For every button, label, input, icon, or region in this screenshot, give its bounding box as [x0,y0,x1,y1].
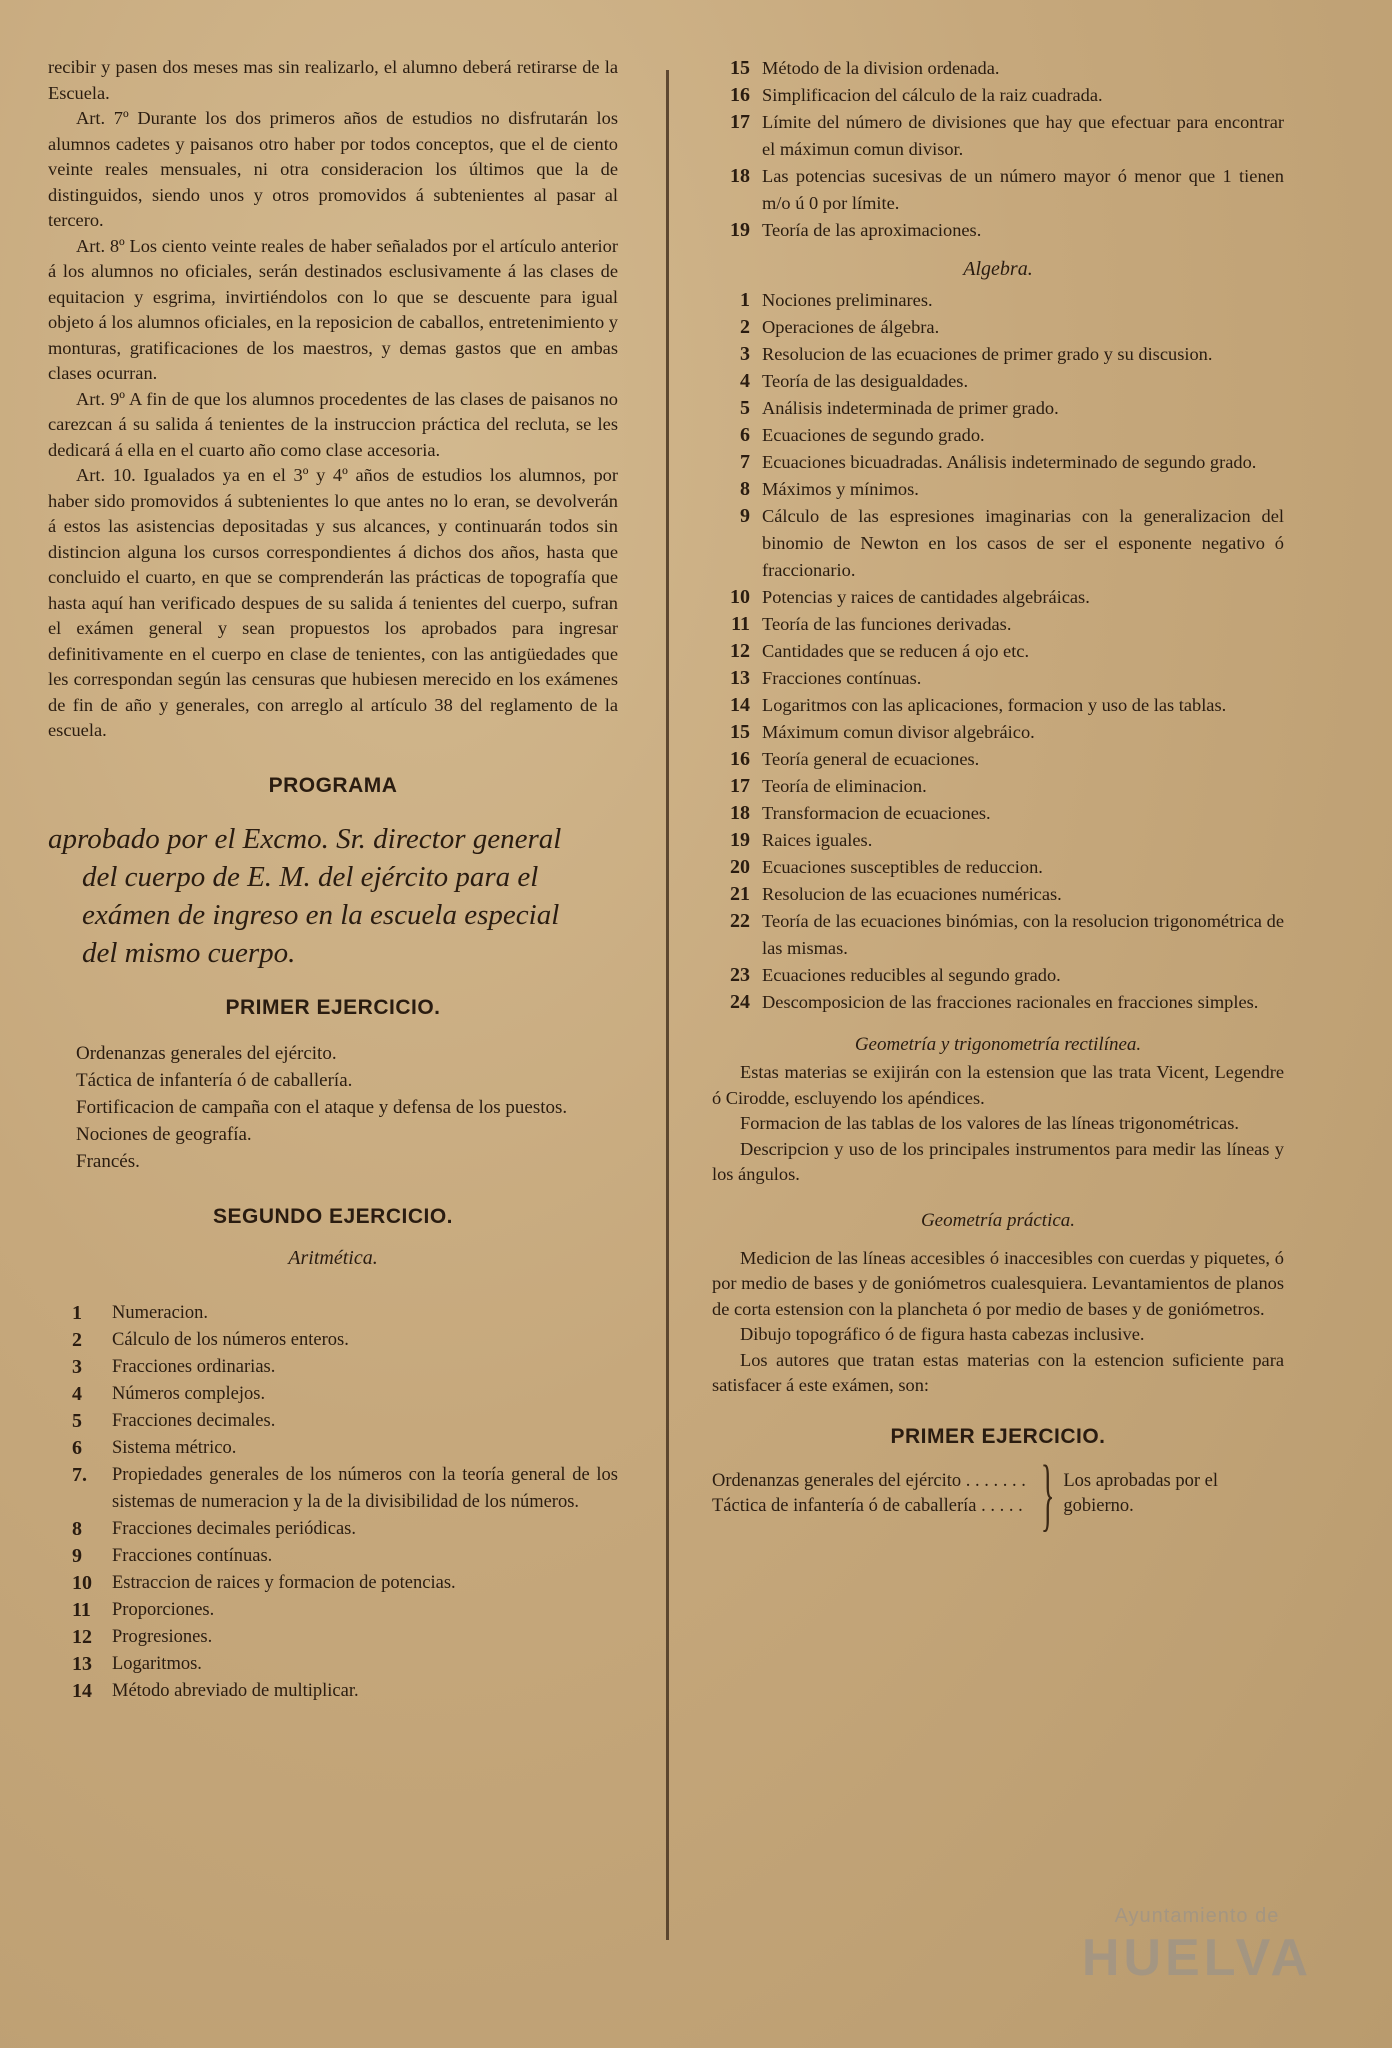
paragraph: Medicion de las líneas accesibles ó inaccesibles con cuerdas y piquetes, ó por medio de bases y de goniómetros cualesquiera. Levantamientos de planos de corta estension con la plancheta ó por medio de bases y de goniómetros. [712,1247,1284,1319]
list-item [712,854,1284,881]
item-text: Método abreviado de multiplicar. [112,1680,359,1701]
list-item [712,584,1284,611]
item-number: 19 [730,219,750,241]
item-text: Resolucion de las ecuaciones de primer grado y su discusion. [762,344,1213,364]
item-text: Las potencias sucesivas de un número mayor ó menor que 1 tienen m/o ú 0 por límite. [762,166,1284,213]
item-text: Teoría de las funciones derivadas. [762,614,1012,634]
subtitle-line: del mismo cuerpo. [82,936,296,969]
list-item [712,109,1284,163]
item-text: Cálculo de las espresiones imaginarias con la generalizacion del binomio de Newton en los casos de ser el esponente negativo ó fraccionario. [762,506,1284,580]
item-number: 3 [740,343,750,365]
item-text: Sistema métrico. [112,1437,237,1458]
list-item [712,163,1284,217]
item-number: 9 [740,505,750,527]
item-number: 2 [72,1328,82,1351]
item-text: Fracciones decimales periódicas. [112,1518,356,1539]
item-number: 7 [740,451,750,473]
paragraph: Formacion de las tablas de los valores de las líneas trigonométricas. [740,1113,1239,1133]
item-number: 11 [72,1598,91,1621]
item-number: 1 [740,289,750,311]
item-text: Análisis indeterminada de primer grado. [762,398,1059,418]
list-item [712,422,1284,449]
list-item [712,503,1284,584]
subtitle-line: exámen de ingreso en la escuela especial [82,898,560,931]
subject-item: Fortificacion de campaña con el ataque y defensa de los puestos. [76,1096,568,1118]
item-text: Logaritmos. [112,1653,202,1674]
watermark [1082,1905,1312,1988]
item-text: Números complejos. [112,1383,266,1404]
item-text: Ecuaciones susceptibles de reduccion. [762,857,1043,877]
list-item [72,1678,618,1705]
item-number: 5 [72,1409,82,1432]
item-text: Ecuaciones bicuadradas. Análisis indeterminado de segundo grado. [762,452,1257,472]
item-number: 7. [72,1463,87,1486]
item-number: 4 [72,1382,82,1405]
aritmetica-list [72,1300,618,1705]
list-item [712,746,1284,773]
item-number: 4 [740,370,750,392]
list-item [712,692,1284,719]
item-text: Máximos y mínimos. [762,479,919,499]
item-text: Límite del número de divisiones que hay que efectuar para encontrar el máximun comun divisor. [762,112,1284,159]
item-number: 14 [72,1679,92,1702]
item-number: 12 [730,640,750,662]
item-text: Ecuaciones reducibles al segundo grado. [762,965,1061,985]
item-text: Resolucion de las ecuaciones numéricas. [762,884,1062,904]
item-text: Descomposicion de las fracciones racionales en fracciones simples. [762,992,1259,1012]
item-text: Fracciones contínuas. [762,668,922,688]
item-text: Progresiones. [112,1626,213,1647]
article-7: Art. 7º Durante los dos primeros años de estudios no disfrutarán los alumnos cadetes y paisanos otro haber por todos conceptos, que el de ciento veinte reales mensuales, ni otra consideracion los últimos que la de distinguidos, siendo unos y otros promovidos á subtenientes al pasar al tercero. [48,108,618,230]
item-number: 18 [730,165,750,187]
item-number: 11 [731,613,750,635]
algebra-heading: Algebra. [963,258,1033,280]
subject-item: Ordenanzas generales del ejército. [76,1042,337,1064]
article-8: Art. 8º Los ciento veinte reales de haber señalados por el artículo anterior á los alumnos no oficiales, serán destinados esclusivamente á las clases de equitacion y esgrima, invirtiéndolos con lo que se descuente para igual objeto á los alumnos oficiales, en la reposicion de caballos, entretenimiento y monturas, gratificaciones de los maestros, y demas gastos que en ambas clases ocurran. [48,235,618,383]
item-number: 8 [72,1517,82,1540]
item-number: 13 [72,1652,92,1675]
list-item [712,881,1284,908]
item-number: 9 [72,1544,82,1567]
programa-subtitle [48,820,618,972]
item-text: Operaciones de álgebra. [762,317,940,337]
subtitle-line: aprobado por el Excmo. Sr. director general [48,822,562,855]
list-item [712,476,1284,503]
list-item [72,1570,618,1597]
list-item [712,719,1284,746]
primer-ejercicio-heading-2: PRIMER EJERCICIO. [890,1424,1106,1448]
list-item [712,314,1284,341]
item-text: Cálculo de los números enteros. [112,1329,349,1350]
item-number: 16 [730,84,750,106]
list-item [72,1624,618,1651]
item-number: 17 [730,111,750,133]
item-number: 13 [730,667,750,689]
list-item [72,1381,618,1408]
item-text: Cantidades que se reducen á ojo etc. [762,641,1030,661]
item-text: Logaritmos con las aplicaciones, formacion y uso de las tablas. [762,695,1227,715]
left-column [48,55,618,1705]
primer-ejercicio-list [76,1040,618,1175]
item-text: Simplificacion del cálculo de la raiz cuadrada. [762,85,1103,105]
geometria-heading: Geometría y trigonometría rectilínea. [854,1034,1142,1055]
item-number: 10 [730,586,750,608]
item-text: Estraccion de raices y formacion de potencias. [112,1572,456,1593]
authors-table-left: Ordenanzas generales del ejército . . . . . . . Táctica de infantería ó de caballería . . . . . [712,1470,1026,1516]
item-number: 17 [730,775,750,797]
item-text: Método de la division ordenada. [762,58,1000,78]
list-item [712,962,1284,989]
list-item [712,908,1284,962]
subject-item: Francés. [76,1150,140,1172]
paragraph: Estas materias se exijirán con la estension que las trata Vicent, Legendre ó Cirodde, escluyendo los apéndices. [712,1062,1284,1108]
paragraph: Dibujo topográfico ó de figura hasta cabezas inclusive. [740,1324,1145,1344]
authors-table [712,1447,1284,1539]
item-text: Nociones preliminares. [762,290,933,310]
list-item [72,1327,618,1354]
list-item [712,611,1284,638]
item-text: Fracciones contínuas. [112,1545,273,1566]
right-column [712,55,1284,1539]
primer-ejercicio-heading: PRIMER EJERCICIO. [225,995,441,1019]
list-item [712,55,1284,82]
item-number: 20 [730,856,750,878]
list-item [712,287,1284,314]
item-text: Teoría general de ecuaciones. [762,749,980,769]
article-10: Art. 10. Igualados ya en el 3º y 4º años de estudios los alumnos, por haber sido promovidos á subtenientes lo que antes no lo eran, se devolverán á estos las asistencias depositadas y sus alcances, y continuarán todos sin distincion alguna los cursos correspondientes á dichos dos años, hasta que concluido el cuarto, en que se comprenderán las prácticas de topografía que hasta aquí han verificado despues de su salida á tenientes del cuerpo, sufran el exámen general y sean propuestos los aprobados para ingresar definitivamente en el cuerpo en clase de tenientes, con las antigüedades que les correspondan según las censuras que hubiesen merecido en los exámenes de fin de año y generales, con arreglo al artículo 38 del reglamento de la escuela. [48,465,618,740]
item-text: Teoría de las desigualdades. [762,371,969,391]
item-number: 6 [740,424,750,446]
list-item [72,1651,618,1678]
item-number: 24 [730,991,750,1013]
item-text: Numeracion. [112,1302,209,1323]
item-text: Teoría de las ecuaciones binómias, con la resolucion trigonométrica de las mismas. [762,911,1284,958]
item-number: 16 [730,748,750,770]
list-item [712,773,1284,800]
item-number: 12 [72,1625,92,1648]
list-item [72,1435,618,1462]
brace-icon: } [1040,1447,1055,1539]
paragraph: Los autores que tratan estas materias con la estencion suficiente para satisfacer á este exámen, son: [712,1349,1284,1395]
item-number: 21 [730,883,750,905]
item-number: 19 [730,829,750,851]
geometria-practica-heading: Geometría práctica. [920,1209,1076,1231]
subject-item: Táctica de infantería ó de caballería. [76,1069,353,1091]
item-number: 3 [72,1355,82,1378]
paragraph: recibir y pasen dos meses mas sin realizarlo, el alumno deberá retirarse de la Escuela. [48,57,618,103]
list-item [72,1354,618,1381]
list-item [72,1408,618,1435]
list-item [712,395,1284,422]
list-item [72,1300,618,1327]
item-number: 5 [740,397,750,419]
authors-table-right: Los aprobadas por el gobierno. [1063,1470,1218,1516]
item-text: Ecuaciones de segundo grado. [762,425,985,445]
list-item [712,989,1284,1016]
watermark-line1: Ayuntamiento de [1114,1905,1280,1927]
item-number: 1 [72,1301,82,1324]
list-item [72,1462,618,1516]
item-number: 23 [730,964,750,986]
list-item [712,665,1284,692]
item-text: Teoría de eliminacion. [762,776,927,796]
aritmetica-heading: Aritmética. [288,1246,378,1269]
list-item [712,800,1284,827]
item-number: 15 [730,721,750,743]
article-9: Art. 9º A fin de que los alumnos procedentes de las clases de paisanos no carezcan á su salida á tenientes de la instruccion práctica del recluta, se les dedicará á ella en el cuarto año como clase accesoria. [48,388,618,460]
item-text: Raices iguales. [762,830,873,850]
item-text: Teoría de las aproximaciones. [762,220,982,240]
item-text: Potencias y raices de cantidades algebráicas. [762,587,1090,607]
programa-heading: PROGRAMA [268,773,398,797]
item-number: 10 [72,1571,92,1594]
list-item [712,368,1284,395]
item-text: Fracciones ordinarias. [112,1356,276,1377]
item-number: 6 [72,1436,82,1459]
item-text: Proporciones. [112,1599,215,1620]
watermark-line2: HUELVA [1081,1929,1312,1987]
list-item [712,341,1284,368]
item-number: 2 [740,316,750,338]
item-number: 14 [730,694,750,716]
paragraph: Descripcion y uso de los principales instrumentos para medir las líneas y los ángulos. [712,1138,1284,1184]
item-text: Máximum comun divisor algebráico. [762,722,1035,742]
list-item [712,638,1284,665]
list-item [712,827,1284,854]
segundo-ejercicio-heading: SEGUNDO EJERCICIO. [212,1204,454,1228]
list-item [72,1543,618,1570]
subtitle-line: del cuerpo de E. M. del ejército para el [82,860,539,893]
column-divider [666,70,669,1940]
item-text: Propiedades generales de los números con la teoría general de los sistemas de numeracion y la de la divisibilidad de los números. [112,1464,618,1512]
list-item [72,1516,618,1543]
algebra-list [712,287,1284,1016]
list-item [712,82,1284,109]
list-item [712,217,1284,244]
list-item [72,1597,618,1624]
item-number: 15 [730,57,750,79]
list-item [712,449,1284,476]
item-number: 22 [730,910,750,932]
subject-item: Nociones de geografía. [76,1123,252,1145]
item-number: 18 [730,802,750,824]
item-text: Fracciones decimales. [112,1410,276,1431]
item-text: Transformacion de ecuaciones. [762,803,991,823]
aritmetica-list-continued [712,55,1284,244]
item-number: 8 [740,478,750,500]
